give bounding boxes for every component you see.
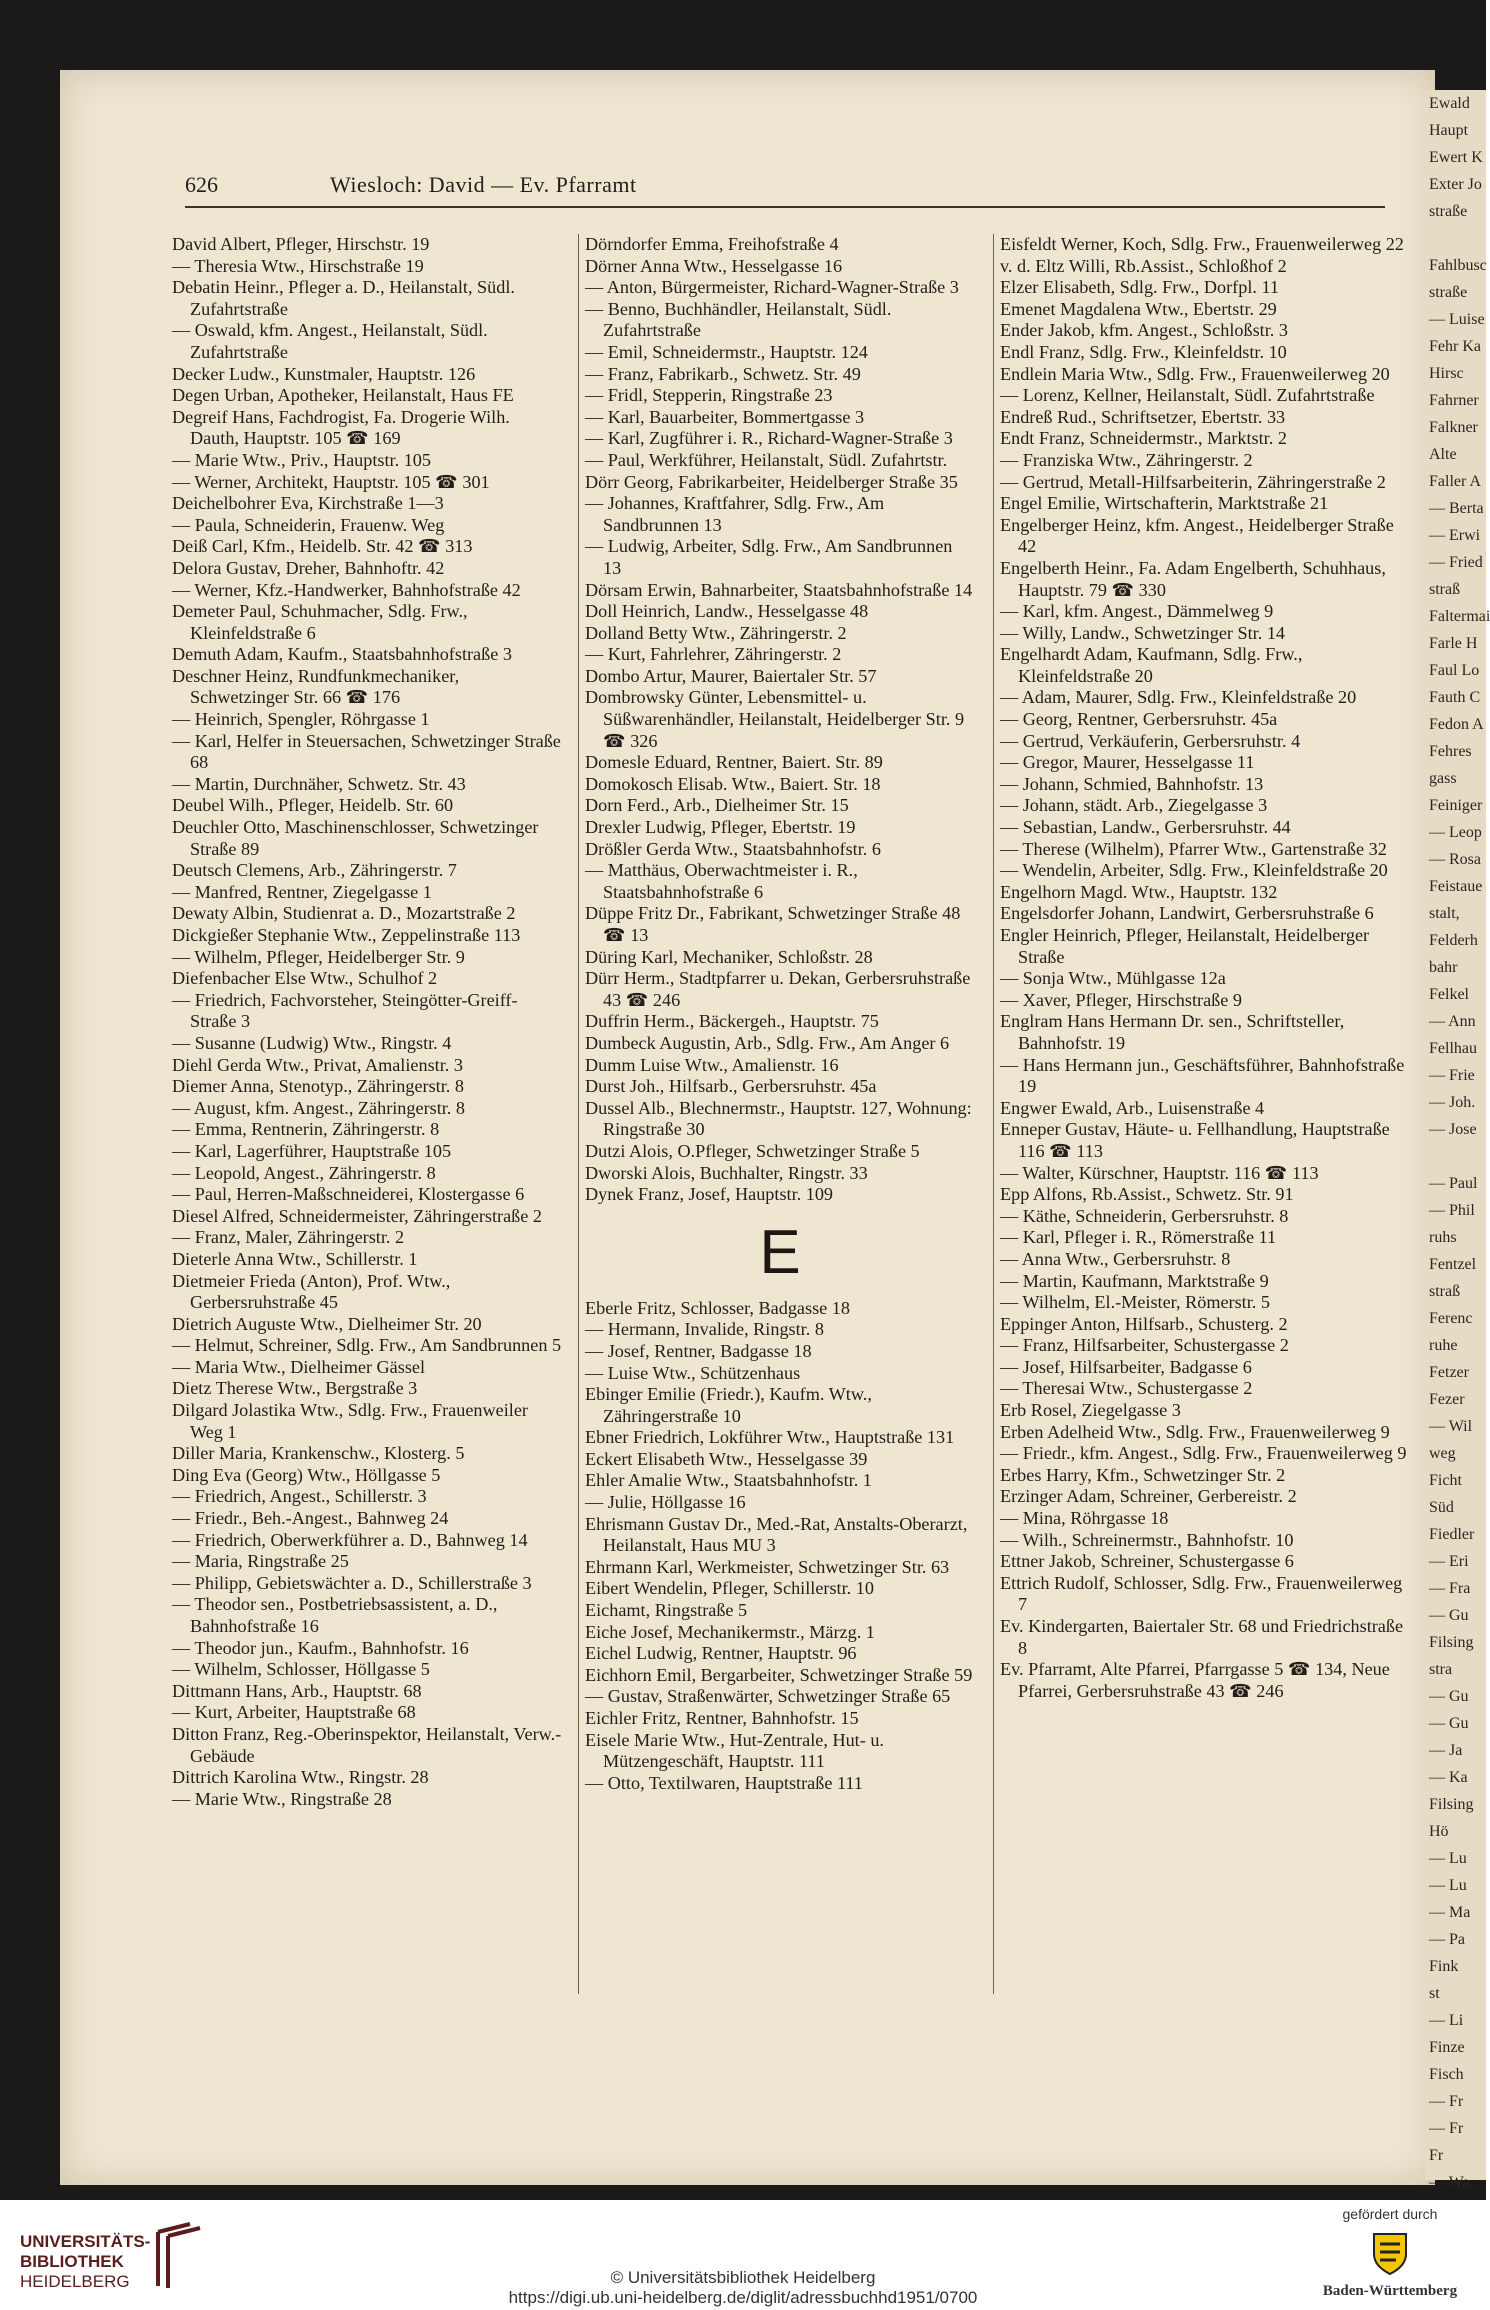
directory-entry: Eckert Elisabeth Wtw., Hesselgasse 39 [585,1448,868,1469]
directory-entry: v. d. Eltz Willi, Rb.Assist., Schloßhof 2 [1000,255,1287,276]
directory-entry: — Walter, Kürschner, Hauptstr. 116 ☎ 113 [1000,1162,1319,1183]
directory-entry: — Wilh., Schreinermstr., Bahnhofstr. 10 [1000,1529,1294,1550]
edge-fragment: — Fra [1429,1580,1471,1597]
directory-entry: — August, kfm. Angest., Zähringerstr. 8 [172,1097,465,1118]
directory-entry: Ender Jakob, kfm. Angest., Schloßstr. 3 [1000,320,1288,341]
directory-entry: — Kurt, Fahrlehrer, Zähringerstr. 2 [585,644,842,665]
directory-entry: — Karl, kfm. Angest., Dämmelweg 9 [1000,601,1274,622]
directory-entry: Dombo Artur, Maurer, Baiertaler Str. 57 [585,665,877,686]
edge-fragment: Feiniger [1429,797,1483,814]
directory-entry: Eichler Fritz, Rentner, Bahnhofstr. 15 [585,1708,859,1728]
directory-entry: Dörsam Erwin, Bahnarbeiter, Staatsbahnhofstraße 14 [585,579,973,600]
header-rule [185,206,1385,208]
directory-entry: — Theresai Wtw., Schustergasse 2 [1000,1378,1253,1399]
directory-entry: — Johann, städt. Arb., Ziegelgasse 3 [1000,795,1268,816]
directory-entry: — Friedrich, Angest., Schillerstr. 3 [172,1486,427,1507]
edge-fragment: Fisch [1429,2066,1464,2083]
directory-entry: — Luise Wtw., Schützenhaus [585,1362,801,1383]
directory-entry: Deschner Heinz, Rundfunkmechaniker, Schwetzinger Str. 66 ☎ 176 [172,665,460,708]
funding-state: Baden-Württemberg [1322,2283,1458,2299]
edge-fragment: Fauth C [1429,689,1481,706]
directory-entry: — Paul, Herren-Maßschneiderei, Klostergasse 6 [172,1184,525,1205]
directory-entry: Dworski Alois, Buchhalter, Ringstr. 33 [585,1162,868,1183]
edge-fragment: — Frie [1429,1067,1475,1084]
edge-fragment: Faller A [1429,473,1481,490]
directory-entry: Eiche Josef, Mechanikermstr., Märzg. 1 [585,1621,875,1642]
edge-fragment: Süd [1429,1499,1454,1516]
directory-entry: Degreif Hans, Fachdrogist, Fa. Drogerie Wilh. Dauth, Hauptstr. 105 ☎ 169 [172,406,510,449]
directory-entry: Ettrich Rudolf, Schlosser, Sdlg. Frw., Frauenweilerweg 7 [1000,1572,1403,1615]
edge-fragment: — Joh. [1429,1094,1476,1111]
directory-entry: — Josef, Rentner, Badgasse 18 [585,1340,812,1361]
edge-fragment: — Pa [1429,1931,1465,1948]
edge-fragment: Fedon A [1429,716,1484,733]
directory-entry: Dietmeier Frieda (Anton), Prof. Wtw., Gerbersruhstraße 45 [172,1270,451,1313]
directory-entry: Epp Alfons, Rb.Assist., Schwetz. Str. 91 [1000,1184,1294,1205]
edge-fragment: — Eri [1429,1553,1469,1570]
directory-entry: — Werner, Kfz.-Handwerker, Bahnhofstraße 42 [172,579,521,600]
directory-entry: Erzinger Adam, Schreiner, Gerbereistr. 2 [1000,1486,1297,1507]
directory-entry: Dieterle Anna Wtw., Schillerstr. 1 [172,1248,418,1269]
edge-fragment: — Jose [1429,1121,1477,1138]
directory-entry: Endt Franz, Schneidermstr., Marktstr. 2 [1000,428,1287,449]
directory-entry: — Georg, Rentner, Gerbersruhstr. 45a [1000,709,1278,730]
library-line-1: UNIVERSITÄTS- [20,2232,151,2251]
permalink-url[interactable]: https://digi.ub.uni-heidelberg.de/diglit/adressbuchhd1951/0700 [508,2288,978,2307]
edge-fragment: Fetzer [1429,1364,1469,1381]
directory-entry: Ding Eva (Georg) Wtw., Höllgasse 5 [172,1464,441,1485]
edge-fragment: — Wa [1429,2174,1470,2191]
edge-fragment: weg [1429,1445,1456,1462]
edge-fragment: bahr [1429,959,1458,976]
directory-entry: — Therese (Wilhelm), Pfarrer Wtw., Gartenstraße 32 [1000,838,1387,859]
edge-fragment: Ewald [1429,95,1470,112]
edge-fragment: Fahlbusc [1429,257,1487,274]
edge-fragment: — Leop [1429,824,1482,841]
directory-entry: Delora Gustav, Dreher, Bahnhoftr. 42 [172,557,445,578]
edge-fragment [1425,225,1486,252]
next-page-edge [1425,90,1490,2191]
edge-fragment: Ewert K [1429,149,1483,166]
directory-entry: Diehl Gerda Wtw., Privat, Amalienstr. 3 [172,1054,463,1075]
edge-fragment: st [1429,1985,1440,2002]
directory-entry: — Wilhelm, Schlosser, Höllgasse 5 [172,1659,430,1680]
directory-entry: Eisfeldt Werner, Koch, Sdlg. Frw., Frauenweilerweg 22 [1000,234,1404,254]
directory-entry: Ebner Friedrich, Lokführer Wtw., Hauptstraße 131 [585,1427,955,1448]
edge-fragment: gass [1429,770,1457,787]
directory-entry: Düring Karl, Mechaniker, Schloßstr. 28 [585,946,873,967]
directory-entry: Eichel Ludwig, Rentner, Hauptstr. 96 [585,1643,857,1664]
directory-entry: Deichelbohrer Eva, Kirchstraße 1—3 [172,493,444,514]
directory-entry: — Wilhelm, El.-Meister, Römerstr. 5 [1000,1292,1270,1313]
directory-entry: — Anton, Bürgermeister, Richard-Wagner-Straße 3 [585,277,959,298]
directory-entry: Ditton Franz, Reg.-Oberinspektor, Heilanstalt, Verw.-Gebäude [172,1723,562,1766]
directory-entry: Erbes Harry, Kfm., Schwetzinger Str. 2 [1000,1464,1286,1485]
directory-entry: — Lorenz, Kellner, Heilanstalt, Südl. Zufahrtstraße [1000,385,1375,406]
edge-fragment: — Fried [1429,554,1483,571]
edge-fragment: Fahrner [1429,392,1479,409]
directory-entry: Demuth Adam, Kaufm., Staatsbahnhofstraße 3 [172,644,512,665]
directory-entry: — Karl, Helfer in Steuersachen, Schwetzinger Straße 68 [172,730,561,773]
directory-entry: — Theodor jun., Kaufm., Bahnhofstr. 16 [172,1637,469,1658]
directory-entry: Endreß Rud., Schriftsetzer, Ebertstr. 33 [1000,406,1286,427]
directory-entry: — Friedrich, Oberwerkführer a. D., Bahnweg 14 [172,1529,528,1550]
edge-fragment: — Rosa [1429,851,1481,868]
edge-fragment: straß [1429,581,1461,598]
directory-entry: Domesle Eduard, Rentner, Baiert. Str. 89 [585,752,883,773]
directory-entry: Dolland Betty Wtw., Zähringerstr. 2 [585,622,847,643]
directory-entry: — Karl, Zugführer i. R., Richard-Wagner-Straße 3 [585,428,953,449]
edge-fragment: straße [1429,203,1468,220]
directory-entry: Dürr Herm., Stadtpfarrer u. Dekan, Gerbersruhstraße 43 ☎ 246 [585,968,971,1010]
directory-entry: Durst Joh., Hilfsarb., Gerbersruhstr. 45a [585,1076,877,1097]
edge-fragment: — Ja [1429,1742,1463,1759]
edge-fragment: Fink [1429,1958,1459,1975]
directory-entry: — Manfred, Rentner, Ziegelgasse 1 [172,881,432,902]
directory-entry: Dumm Luise Wtw., Amalienstr. 16 [585,1054,839,1075]
edge-fragment: — Luise [1429,311,1485,328]
directory-entry: Erben Adelheid Wtw., Sdlg. Frw., Frauenweilerweg 9 [1000,1421,1390,1442]
directory-entry: Dörr Georg, Fabrikarbeiter, Heidelberger Straße 35 [585,471,958,492]
edge-fragment: — Ka [1429,1769,1468,1786]
directory-entry: Drexler Ludwig, Pfleger, Ebertstr. 19 [585,817,856,838]
directory-entry: Dynek Franz, Josef, Hauptstr. 109 [585,1184,834,1205]
directory-entry: — Leopold, Angest., Zähringerstr. 8 [172,1162,436,1183]
edge-fragment: stalt, [1429,905,1460,922]
directory-entry: Dussel Alb., Blechnermstr., Hauptstr. 127, Wohnung: Ringstraße 30 [585,1097,972,1140]
directory-column-1 [172,234,562,1994]
edge-fragment: Farle H [1429,635,1478,652]
state-crest-icon [1366,2228,1414,2276]
directory-entry: Deuchler Otto, Maschinenschlosser, Schwetzinger Straße 89 [172,817,539,859]
directory-entry: Endl Franz, Sdlg. Frw., Kleinfeldstr. 10 [1000,341,1287,362]
directory-entry: Englram Hans Hermann Dr. sen., Schriftsteller, Bahnhofstr. 19 [1000,1011,1345,1053]
edge-fragment: — Wil [1429,1418,1473,1435]
directory-entry: Diller Maria, Krankenschw., Klosterg. 5 [172,1443,465,1464]
edge-fragment: Falkner [1429,419,1478,436]
directory-entry: — Karl, Pfleger i. R., Römerstraße 11 [1000,1227,1277,1248]
directory-entry: Düppe Fritz Dr., Fabrikant, Schwetzinger Straße 48 ☎ 13 [585,903,961,945]
directory-entry: — Marie Wtw., Priv., Hauptstr. 105 [172,449,431,470]
directory-entry: — Wendelin, Arbeiter, Sdlg. Frw., Kleinfeldstraße 20 [1000,860,1388,881]
funding-notice [1300,2206,1480,2300]
directory-entry: Engelhorn Magd. Wtw., Hauptstr. 132 [1000,881,1278,902]
directory-entry: — Adam, Maurer, Sdlg. Frw., Kleinfeldstraße 20 [1000,687,1357,708]
directory-entry: Decker Ludw., Kunstmaler, Hauptstr. 126 [172,363,476,384]
directory-entry: Degen Urban, Apotheker, Heilanstalt, Haus FE [172,385,514,406]
page-header [185,172,1385,206]
directory-entry: — Karl, Bauarbeiter, Bommertgasse 3 [585,406,865,427]
library-line-2: BIBLIOTHEK [20,2252,124,2271]
directory-entry: Engwer Ewald, Arb., Luisenstraße 4 [1000,1097,1265,1118]
directory-entry: Deutsch Clemens, Arb., Zähringerstr. 7 [172,860,457,881]
edge-fragment: Alte [1429,446,1457,463]
edge-fragment: Hö [1429,1823,1449,1840]
directory-entry: — Heinrich, Spengler, Röhrgasse 1 [172,709,430,730]
edge-fragment: Fellhau [1429,1040,1477,1057]
edge-fragment [1425,1143,1486,1170]
directory-entry: Duffrin Herm., Bäckergeh., Hauptstr. 75 [585,1011,879,1032]
edge-fragment: ruhs [1429,1229,1457,1246]
directory-entry: Diemer Anna, Stenotyp., Zähringerstr. 8 [172,1076,464,1097]
directory-entry: — Hans Hermann jun., Geschäftsführer, Bahnhofstraße 19 [1000,1054,1405,1097]
directory-entry: Engelberth Heinr., Fa. Adam Engelberth, Schuhhaus, Hauptstr. 79 ☎ 330 [1000,557,1386,600]
edge-fragment: — Fr [1429,2120,1464,2137]
directory-entry: Doll Heinrich, Landw., Hesselgasse 48 [585,601,869,622]
directory-entry: — Anna Wtw., Gerbersruhstr. 8 [1000,1248,1231,1269]
directory-entry: — Paul, Werkführer, Heilanstalt, Südl. Zufahrtstr. [585,449,948,470]
directory-entry: — Theodor sen., Postbetriebsassistent, a. D., Bahnhofstraße 16 [172,1594,498,1636]
edge-fragment: — Berta [1429,500,1484,517]
directory-entry: Eppinger Anton, Hilfsarb., Schusterg. 2 [1000,1313,1288,1334]
directory-entry: — Martin, Kaufmann, Marktstraße 9 [1000,1270,1269,1291]
edge-fragment: — Erwi [1429,527,1481,544]
directory-entry: Dewaty Albin, Studienrat a. D., Mozartstraße 2 [172,903,516,924]
directory-entry: — Maria, Ringstraße 25 [172,1551,349,1572]
edge-fragment: — Phil [1429,1202,1475,1219]
directory-entry: — Emma, Rentnerin, Zähringerstr. 8 [172,1119,440,1140]
directory-entry: — Helmut, Schreiner, Sdlg. Frw., Am Sandbrunnen 5 [172,1335,562,1356]
directory-entry: — Wilhelm, Pfleger, Heidelberger Str. 9 [172,946,465,967]
directory-entry: Dilgard Jolastika Wtw., Sdlg. Frw., Frauenweiler Weg 1 [172,1400,528,1442]
column-divider [993,234,994,1994]
directory-entry: — Paula, Schneiderin, Frauenw. Weg [172,514,445,535]
edge-fragment: Hirsc [1429,365,1464,382]
directory-entry: Ev. Kindergarten, Baiertaler Str. 68 und Friedrichstraße 8 [1000,1616,1404,1658]
directory-entry: — Werner, Architekt, Hauptstr. 105 ☎ 301 [172,471,490,492]
directory-entry: — Philipp, Gebietswächter a. D., Schillerstraße 3 [172,1572,532,1593]
directory-entry: Dumbeck Augustin, Arb., Sdlg. Frw., Am Anger 6 [585,1032,950,1053]
directory-entry: — Xaver, Pfleger, Hirschstraße 9 [1000,989,1242,1010]
edge-fragment: Finze [1429,2039,1465,2056]
directory-entry: Ehrmann Karl, Werkmeister, Schwetzinger Str. 63 [585,1556,950,1577]
directory-entry: — Friedr., Beh.-Angest., Bahnweg 24 [172,1508,449,1529]
directory-entry: Erb Rosel, Ziegelgasse 3 [1000,1400,1181,1421]
directory-entry: Dietrich Auguste Wtw., Dielheimer Str. 20 [172,1313,482,1334]
directory-entry: — Willy, Landw., Schwetzinger Str. 14 [1000,622,1286,643]
edge-fragment: Fehr Ka [1429,338,1481,355]
edge-fragment: Felderh [1429,932,1478,949]
directory-entry: — Käthe, Schneiderin, Gerbersruhstr. 8 [1000,1205,1289,1226]
directory-entry: Debatin Heinr., Pfleger a. D., Heilanstalt, Südl. Zufahrtstraße [172,277,515,319]
directory-entry: Enneper Gustav, Häute- u. Fellhandlung, Hauptstraße 116 ☎ 113 [1000,1119,1390,1161]
directory-entry: Dickgießer Stephanie Wtw., Zeppelinstraße 113 [172,925,521,945]
directory-entry: — Mina, Röhrgasse 18 [1000,1508,1169,1529]
directory-entry: — Friedrich, Fachvorsteher, Steingötter-Greiff-Straße 3 [172,989,518,1032]
edge-fragment: — Ann [1429,1013,1476,1030]
edge-fragment: straße [1429,284,1468,301]
edge-fragment: Felkel [1429,986,1469,1003]
edge-fragment: — Gu [1429,1715,1469,1732]
directory-entry: — Gustav, Straßenwärter, Schwetzinger Straße 65 [585,1686,951,1707]
directory-entry: — Marie Wtw., Ringstraße 28 [172,1788,392,1809]
edge-fragment: — Ma [1429,1904,1471,1921]
directory-entry: — Sebastian, Landw., Gerbersruhstr. 44 [1000,817,1291,838]
edge-fragment: Filsing [1429,1796,1474,1813]
directory-entry: Eibert Wendelin, Pfleger, Schillerstr. 10 [585,1578,874,1599]
running-title: Wiesloch: David — Ev. Pfarramt [330,172,637,197]
directory-column-2 [585,234,975,1994]
edge-fragment: stra [1429,1661,1453,1678]
edge-fragment: Fr [1429,2147,1444,2164]
directory-entry: Engel Emilie, Wirtschafterin, Marktstraße 21 [1000,493,1329,514]
directory-entry: — Hermann, Invalide, Ringstr. 8 [585,1319,824,1340]
edge-fragment: Fiedler [1429,1526,1475,1543]
edge-fragment: Fentzel [1429,1256,1477,1273]
directory-entry: — Theresia Wtw., Hirschstraße 19 [172,255,424,276]
directory-entry: — Julie, Höllgasse 16 [585,1492,746,1513]
directory-entry: Eberle Fritz, Schlosser, Badgasse 18 [585,1297,850,1318]
directory-entry: — Kurt, Arbeiter, Hauptstraße 68 [172,1702,416,1723]
directory-entry: Dörndorfer Emma, Freihofstraße 4 [585,234,839,254]
directory-entry: Ehler Amalie Wtw., Staatsbahnhofstr. 1 [585,1470,872,1491]
edge-fragment: — Paul [1429,1175,1478,1192]
directory-entry: — Gregor, Maurer, Hesselgasse 11 [1000,752,1255,773]
directory-entry: — Susanne (Ludwig) Wtw., Ringstr. 4 [172,1032,452,1053]
copyright-notice: © Universitätsbibliothek Heidelberg [610,2268,876,2287]
directory-entry: Diefenbacher Else Wtw., Schulhof 2 [172,968,438,989]
directory-entry: Dittmann Hans, Arb., Hauptstr. 68 [172,1680,422,1701]
directory-entry: — Johannes, Kraftfahrer, Sdlg. Frw., Am Sandbrunnen 13 [585,493,885,535]
directory-entry: Ev. Pfarramt, Alte Pfarrei, Pfarrgasse 5 ☎ 134, Neue Pfarrei, Gerbersruhstraße 43 ☎ 246 [1000,1659,1390,1701]
edge-fragment: Fezer [1429,1391,1465,1408]
directory-entry: — Josef, Hilfsarbeiter, Badgasse 6 [1000,1356,1252,1377]
directory-entry: — Franz, Maler, Zähringerstr. 2 [172,1227,405,1248]
directory-entry: Drößler Gerda Wtw., Staatsbahnhofstr. 6 [585,838,881,859]
directory-entry: David Albert, Pfleger, Hirschstr. 19 [172,234,430,254]
directory-entry: Eisele Marie Wtw., Hut-Zentrale, Hut- u. Mützengeschäft, Hauptstr. 111 [585,1729,884,1772]
directory-entry: Diesel Alfred, Schneidermeister, Zähringerstraße 2 [172,1205,542,1226]
edge-fragment: — Fr [1429,2093,1464,2110]
directory-column-3 [1000,234,1410,1994]
directory-entry: Deubel Wilh., Pfleger, Heidelb. Str. 60 [172,795,454,816]
directory-entry: Demeter Paul, Schuhmacher, Sdlg. Frw., Kleinfeldstraße 6 [172,601,468,643]
directory-entry: Ehrismann Gustav Dr., Med.-Rat, Anstalts-Oberarzt, Heilanstalt, Haus MU 3 [585,1513,968,1556]
directory-entry: Engelsdorfer Johann, Landwirt, Gerbersruhstraße 6 [1000,903,1374,924]
directory-entry: — Karl, Lagerführer, Hauptstraße 105 [172,1140,452,1161]
edge-fragment: — Gu [1429,1688,1469,1705]
directory-entry: Engelberger Heinz, kfm. Angest., Heidelberger Straße 42 [1000,514,1394,557]
directory-entry: Emenet Magdalena Wtw., Ebertstr. 29 [1000,298,1277,319]
edge-fragment: Faul Lo [1429,662,1480,679]
directory-entry: — Matthäus, Oberwachtmeister i. R., Staatsbahnhofstraße 6 [585,860,858,902]
edge-fragment: Filsing [1429,1634,1474,1651]
directory-entry: — Gertrud, Verkäuferin, Gerbersruhstr. 4 [1000,730,1301,751]
edge-fragment: Feistaue [1429,878,1483,895]
directory-entry: — Martin, Durchnäher, Schwetz. Str. 43 [172,773,466,794]
directory-entry: Dietz Therese Wtw., Bergstraße 3 [172,1378,418,1399]
edge-fragment: Faltermai [1429,608,1490,625]
section-letter: E [759,1217,801,1287]
edge-fragment: — Gu [1429,1607,1469,1624]
directory-entry: Domokosch Elisab. Wtw., Baiert. Str. 18 [585,773,881,794]
directory-entry: — Otto, Textilwaren, Hauptstraße 111 [585,1772,863,1793]
directory-entry: Dorn Ferd., Arb., Dielheimer Str. 15 [585,795,849,816]
column-divider [578,234,579,1994]
directory-entry: — Gertrud, Metall-Hilfsarbeiterin, Zähringerstraße 2 [1000,471,1386,492]
edge-fragment: straß [1429,1283,1461,1300]
directory-entry: — Franz, Hilfsarbeiter, Schustergasse 2 [1000,1335,1289,1356]
edge-fragment: Exter Jo [1429,176,1482,193]
edge-fragment: — Li [1429,2012,1464,2029]
edge-fragment: Haupt [1429,122,1469,139]
directory-entry: Endlein Maria Wtw., Sdlg. Frw., Frauenweilerweg 20 [1000,363,1390,384]
directory-entry: — Ludwig, Arbeiter, Sdlg. Frw., Am Sandbrunnen 13 [585,536,953,578]
directory-entry: Engelhardt Adam, Kaufmann, Sdlg. Frw., Kleinfeldstraße 20 [1000,644,1303,686]
directory-entry: Dutzi Alois, O.Pfleger, Schwetzinger Straße 5 [585,1140,920,1161]
edge-fragment: ruhe [1429,1337,1458,1354]
library-line-3: HEIDELBERG [20,2272,130,2291]
directory-entry: — Sonja Wtw., Mühlgasse 12a [1000,968,1226,989]
directory-entry: Deiß Carl, Kfm., Heidelb. Str. 42 ☎ 313 [172,536,473,557]
edge-fragment: Ficht [1429,1472,1462,1489]
edge-fragment: — Lu [1429,1850,1467,1867]
directory-entry: Engler Heinrich, Pfleger, Heilanstalt, Heidelberger Straße [1000,925,1370,967]
directory-entry: Dittrich Karolina Wtw., Ringstr. 28 [172,1767,429,1788]
directory-entry: Eichamt, Ringstraße 5 [585,1600,748,1621]
directory-entry: — Franz, Fabrikarb., Schwetz. Str. 49 [585,363,861,384]
directory-entry: Dombrowsky Günter, Lebensmittel- u. Süßwarenhändler, Heilanstalt, Heidelberger Str. 9 ☎ 326 [585,687,965,751]
directory-entry: Ettner Jakob, Schreiner, Schustergasse 6 [1000,1551,1294,1572]
directory-entry: — Johann, Schmied, Bahnhofstr. 13 [1000,773,1264,794]
page-number: 626 [185,172,218,197]
directory-entry: Elzer Elisabeth, Sdlg. Frw., Dorfpl. 11 [1000,277,1279,298]
funding-label: gefördert durch [1342,2206,1438,2222]
directory-entry: — Friedr., kfm. Angest., Sdlg. Frw., Frauenweilerweg 9 [1000,1443,1407,1464]
directory-entry: — Emil, Schneidermstr., Hauptstr. 124 [585,341,868,362]
directory-entry: Eichhorn Emil, Bergarbeiter, Schwetzinger Straße 59 [585,1664,973,1685]
directory-entry: — Benno, Buchhändler, Heilanstalt, Südl. Zufahrtstraße [585,298,892,341]
edge-fragment: — Lu [1429,1877,1467,1894]
directory-entry: Ebinger Emilie (Friedr.), Kaufm. Wtw., Zähringerstraße 10 [585,1384,872,1426]
directory-entry: Dörner Anna Wtw., Hesselgasse 16 [585,255,843,276]
directory-entry: — Oswald, kfm. Angest., Heilanstalt, Südl. Zufahrtstraße [172,320,488,362]
edge-fragment: Fehres [1429,743,1472,760]
directory-entry: — Maria Wtw., Dielheimer Gässel [172,1356,426,1377]
edge-fragment: Ferenc [1429,1310,1473,1327]
directory-entry: — Franziska Wtw., Zähringerstr. 2 [1000,449,1253,470]
directory-entry: — Fridl, Stepperin, Ringstraße 23 [585,385,833,406]
